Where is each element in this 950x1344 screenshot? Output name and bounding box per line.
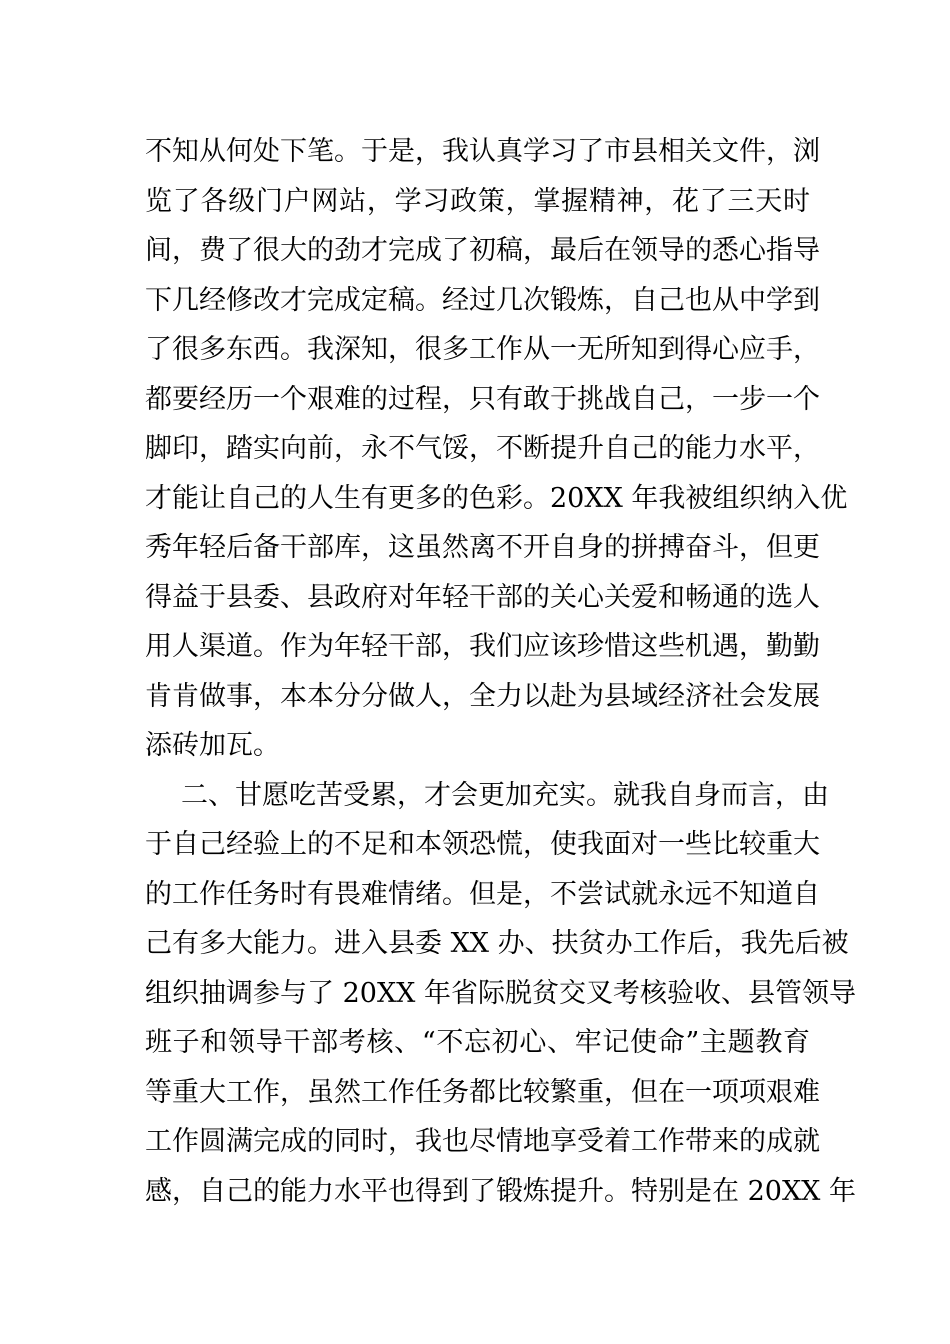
- text-line: 间，费了很大的劲才完成了初稿，最后在领导的悉心指导: [145, 235, 820, 266]
- text-line: 都要经历一个艰难的过程，只有敢于挑战自己，一步一个: [145, 383, 820, 415]
- text-line: 得益于县委、县政府对年轻干部的关心关爱和畅通的选人: [145, 581, 820, 613]
- text-line: 秀年轻后备干部库，这虽然离不开自身的拼搏奋斗，但更: [145, 532, 820, 563]
- text-line: 等重大工作，虽然工作任务都比较繁重，但在一项项艰难: [145, 1076, 820, 1108]
- text-line: 己有多大能力。进入县委 XX 办、扶贫办工作后，我先后被: [145, 928, 849, 959]
- text-line: 览了各级门户网站，学习政策，掌握精神，花了三天时: [145, 185, 810, 217]
- text-line: 的工作任务时有畏难情绪。但是，不尝试就永远不知道自: [145, 878, 820, 910]
- text-line: 于自己经验上的不足和本领恐慌，使我面对一些比较重大: [145, 829, 820, 860]
- paragraph-2: [145, 771, 856, 1217]
- text-line: 工作圆满完成的同时，我也尽情地享受着工作带来的成就: [145, 1126, 820, 1157]
- text-line: 才能让自己的人生有更多的色彩。20XX 年我被组织纳入优: [145, 482, 848, 514]
- text-line: 肯肯做事，本本分分做人，全力以赴为县域经济社会发展: [145, 680, 820, 712]
- text-line: 添砖加瓦。: [145, 730, 280, 761]
- text-line: 感，自己的能力水平也得到了锻炼提升。特别是在 20XX 年: [145, 1175, 856, 1207]
- text-line: 不知从何处下笔。于是，我认真学习了市县相关文件，浏: [145, 136, 820, 167]
- text-line: 下几经修改才完成定稿。经过几次锻炼，自己也从中学到: [145, 284, 820, 316]
- text-line: 脚印，踏实向前，永不气馁，不断提升自己的能力水平，: [145, 433, 820, 464]
- text-line: 了很多东西。我深知，很多工作从一无所知到得心应手，: [145, 334, 820, 365]
- text-line: 用人渠道。作为年轻干部，我们应该珍惜这些机遇，勤勤: [145, 631, 820, 662]
- text-line: 二、甘愿吃苦受累，才会更加充实。就我自身而言，由: [181, 779, 829, 811]
- paragraph-1: [145, 127, 848, 771]
- text-line: 班子和领导干部考核、“不忘初心、牢记使命”主题教育: [145, 1027, 810, 1058]
- text-line: 组织抽调参与了 20XX 年省际脱贫交叉考核验收、县管领导: [145, 977, 856, 1009]
- body-text: [145, 127, 856, 1216]
